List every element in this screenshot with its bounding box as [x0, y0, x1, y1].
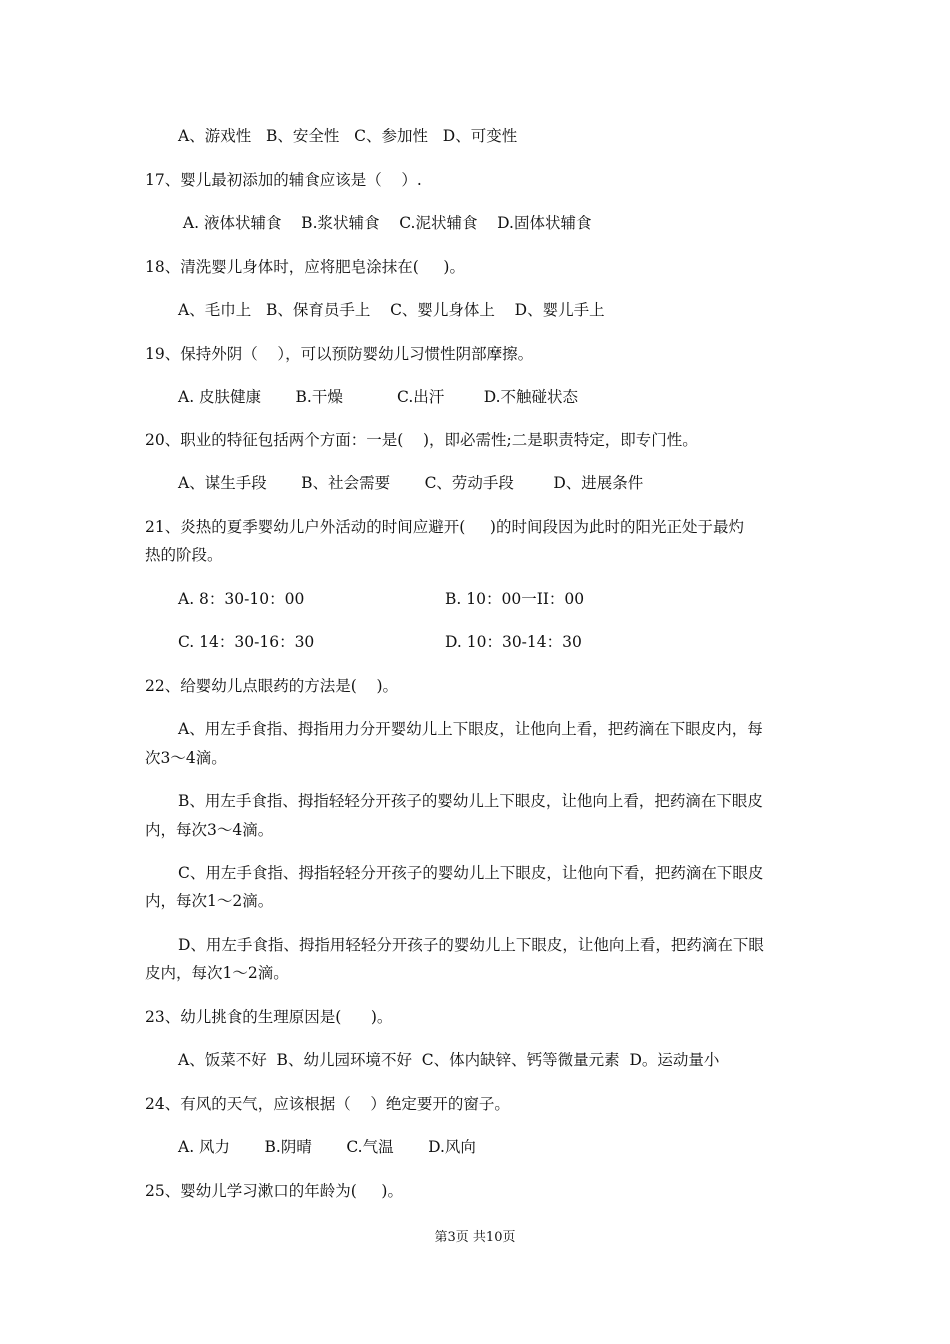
q22-option-d-continued: 皮内，每次1～2滴。 [145, 964, 289, 982]
q17-options: A. 液体状辅食 B.浆状辅食 C.泥状辅食 D.固体状辅食 [178, 214, 592, 232]
q22-option-a-continued: 次3～4滴。 [145, 749, 227, 767]
q22-option-a: A、用左手食指、拇指用力分开婴幼儿上下眼皮，让他向上看，把药滴在下眼皮内，每 [178, 720, 763, 738]
q24-options: A. 风力 B.阴晴 C.气温 D.风向 [178, 1138, 476, 1156]
question-20: 20、职业的特征包括两个方面：一是( )，即必需性;二是职责特定，即专门性。 [145, 431, 698, 449]
question-22: 22、给婴幼儿点眼药的方法是( )。 [145, 677, 399, 695]
question-23: 23、幼儿挑食的生理原因是( )。 [145, 1008, 393, 1026]
question-21-continued: 热的阶段。 [145, 546, 223, 564]
q21-option-c: C. 14：30-16：30 [178, 633, 315, 651]
question-24: 24、有风的天气，应该根据（ ）绝定要开的窗子。 [145, 1095, 510, 1113]
q22-option-b-continued: 内，每次3～4滴。 [145, 821, 274, 839]
q22-option-c-continued: 内，每次1～2滴。 [145, 892, 274, 910]
q18-options: A、毛巾上 B、保育员手上 C、婴儿身体上 D、婴儿手上 [178, 301, 605, 319]
q21-option-b: B. 10：00一II：00 [445, 590, 585, 608]
q22-option-c: C、用左手食指、拇指轻轻分开孩子的婴幼儿上下眼皮，让他向下看，把药滴在下眼皮 [178, 864, 764, 882]
q22-option-d: D、用左手食指、拇指用轻轻分开孩子的婴幼儿上下眼皮，让他向上看，把药滴在下眼 [178, 936, 764, 954]
q22-option-b: B、用左手食指、拇指轻轻分开孩子的婴幼儿上下眼皮，让他向上看，把药滴在下眼皮 [178, 792, 763, 810]
page-footer: 第3页 共10页 [434, 1230, 516, 1245]
q23-options: A、饭菜不好 B、幼儿园环境不好 C、体内缺锌、钙等微量元素 D。运动量小 [178, 1051, 720, 1069]
question-25: 25、婴幼儿学习漱口的年龄为( )。 [145, 1182, 403, 1200]
q16-options: A、游戏性 B、安全性 C、参加性 D、可变性 [178, 127, 518, 145]
q19-options: A. 皮肤健康 B.干燥 C.出汗 D.不触碰状态 [178, 388, 579, 406]
q21-option-d: D. 10：30-14：30 [445, 633, 582, 651]
q20-options: A、谋生手段 B、社会需要 C、劳动手段 D、进展条件 [178, 474, 644, 492]
question-17: 17、婴儿最初添加的辅食应该是（ ）. [145, 171, 422, 189]
question-18: 18、清洗婴儿身体时，应将肥皂涂抹在( )。 [145, 258, 465, 276]
q21-option-a: A. 8：30-10：00 [178, 590, 305, 608]
question-21: 21、炎热的夏季婴幼儿户外活动的时间应避开( )的时间段因为此时的阳光正处于最灼 [145, 518, 744, 536]
question-19: 19、保持外阴（ ），可以预防婴幼儿习惯性阴部摩擦。 [145, 345, 534, 363]
